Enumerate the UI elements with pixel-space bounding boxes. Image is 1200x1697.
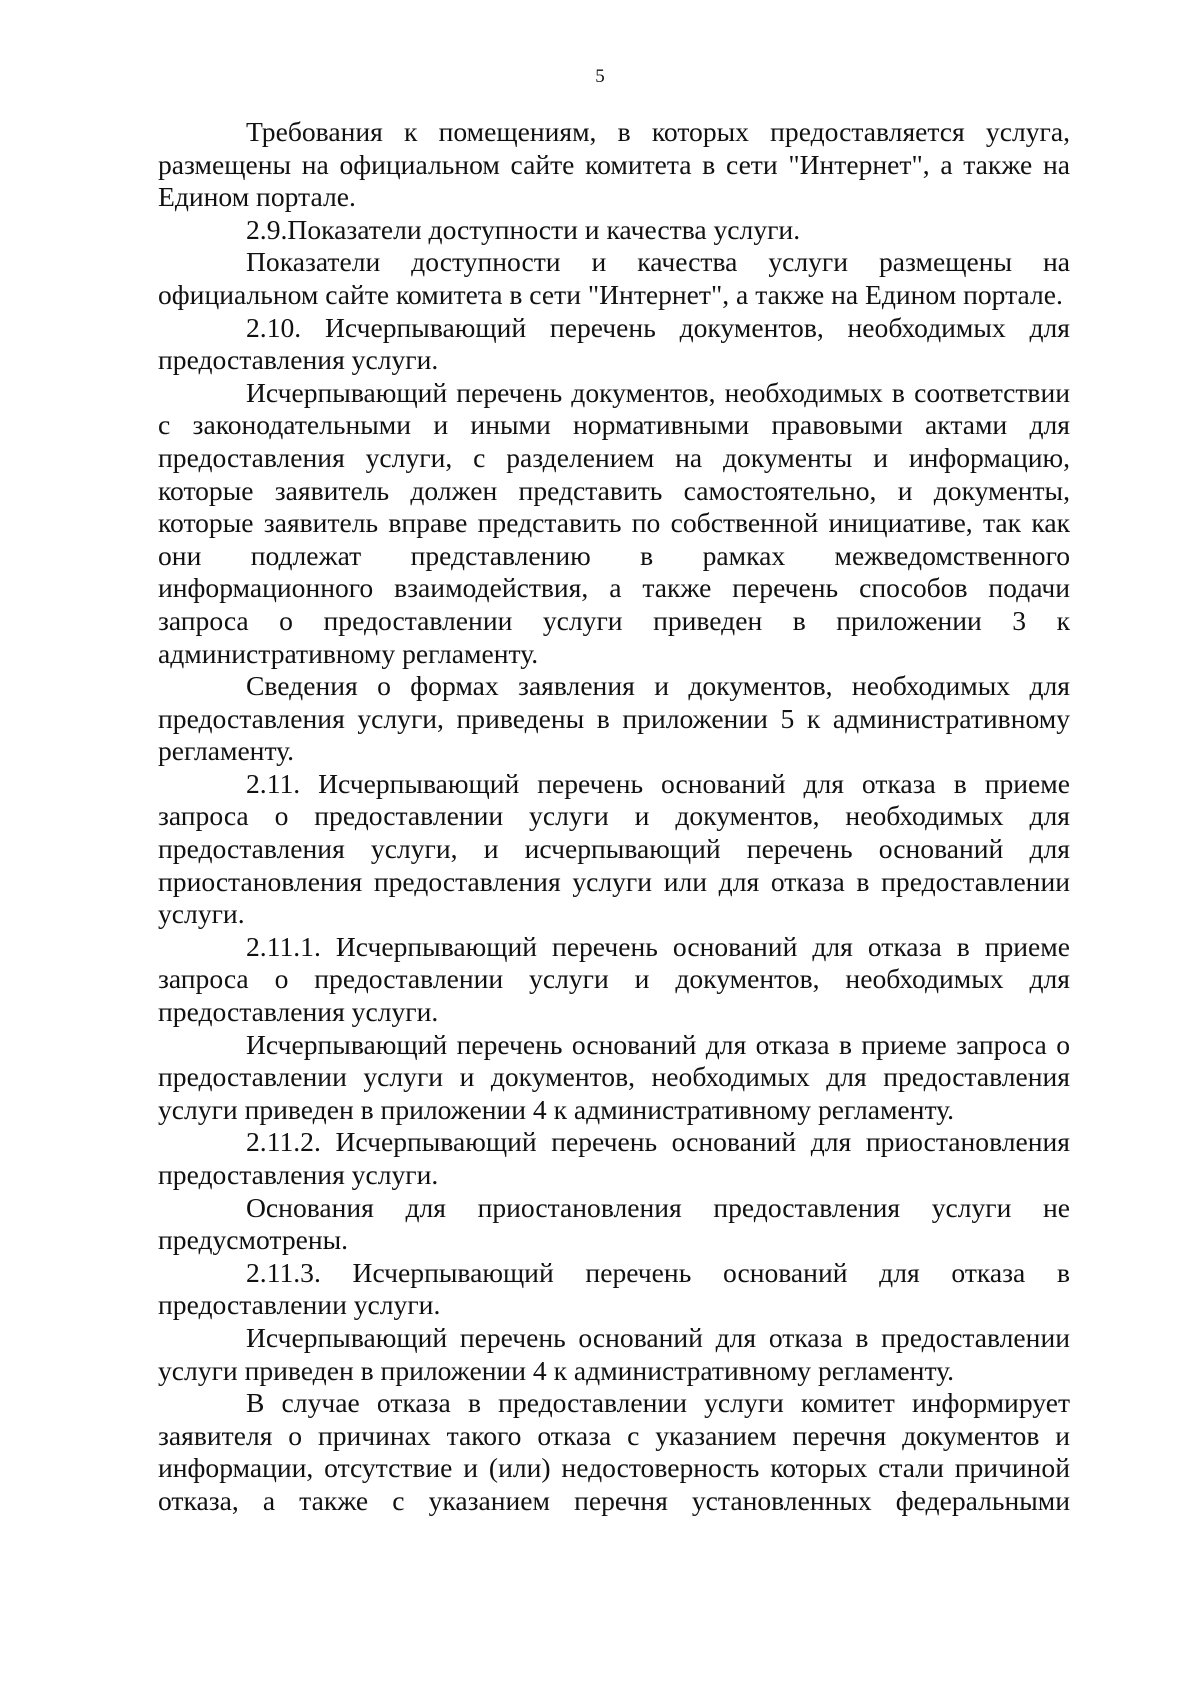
paragraph-refusal-grounds: Исчерпывающий перечень оснований для отказа в предоставлении услуги приведен в приложении 4 к административному регламенту. xyxy=(158,1321,1070,1386)
page-number: 5 xyxy=(595,66,605,87)
heading-2-11: 2.11. Исчерпывающий перечень оснований для отказа в приеме запроса о предоставлении услуги и документов, необходимых для предоставления услуги, и исчерпывающий перечень оснований для приостановления предоставления услуги или для отказа в предоставлении услуги. xyxy=(158,767,1070,930)
document-body xyxy=(158,116,1070,1518)
paragraph-suspension-grounds: Основания для приостановления предоставления услуги не предусмотрены. xyxy=(158,1191,1070,1256)
heading-2-9: 2.9.Показатели доступности и качества услуги. xyxy=(246,213,801,245)
paragraph-documents-list: Исчерпывающий перечень документов, необходимых в соответствии с законодательными и иными нормативными правовыми актами для предоставления услуги, с разделением на документы и информацию, которые заявитель должен представить самостоятельно, и документы, которые заявитель вправе представить по собственной инициативе, так как они подлежат представлению в рамках межведомственного информационного взаимодействия, а также перечень способов подачи запроса о предоставлении услуги приведен в приложении 3 к административному регламенту. xyxy=(158,376,1070,669)
paragraph-refusal-acceptance: Исчерпывающий перечень оснований для отказа в приеме запроса о предоставлении услуги и документов, необходимых для предоставления услуги приведен в приложении 4 к административному регламенту. xyxy=(158,1028,1070,1125)
paragraph-refusal-notification: В случае отказа в предоставлении услуги комитет информирует заявителя о причинах такого отказа с указанием перечня документов и информации, отсутствие и (или) недостоверность которых стали причиной отказа, а также с указанием перечня установленных федеральными xyxy=(158,1387,1070,1516)
paragraph-premises-requirements: Требования к помещениям, в которых предоставляется услуга, размещены на официальном сайте комитета в сети "Интернет", а также на Едином портале. xyxy=(158,116,1070,213)
heading-2-11-3: 2.11.3. Исчерпывающий перечень оснований для отказа в предоставлении услуги. xyxy=(158,1256,1070,1321)
heading-2-10: 2.10. Исчерпывающий перечень документов, необходимых для предоставления услуги. xyxy=(158,311,1070,376)
heading-2-11-2: 2.11.2. Исчерпывающий перечень оснований для приостановления предоставления услуги. xyxy=(158,1126,1070,1190)
heading-2-11-1: 2.11.1. Исчерпывающий перечень оснований для отказа в приеме запроса о предоставлении услуги и документов, необходимых для предоставления услуги. xyxy=(158,930,1070,1028)
paragraph-application-forms: Сведения о формах заявления и документов, необходимых для предоставления услуги, приведены в приложении 5 к административному регламенту. xyxy=(158,670,1070,767)
paragraph-availability-indicators: Показатели доступности и качества услуги размещены на официальном сайте комитета в сети "Интернет", а также на Едином портале. xyxy=(158,246,1070,310)
